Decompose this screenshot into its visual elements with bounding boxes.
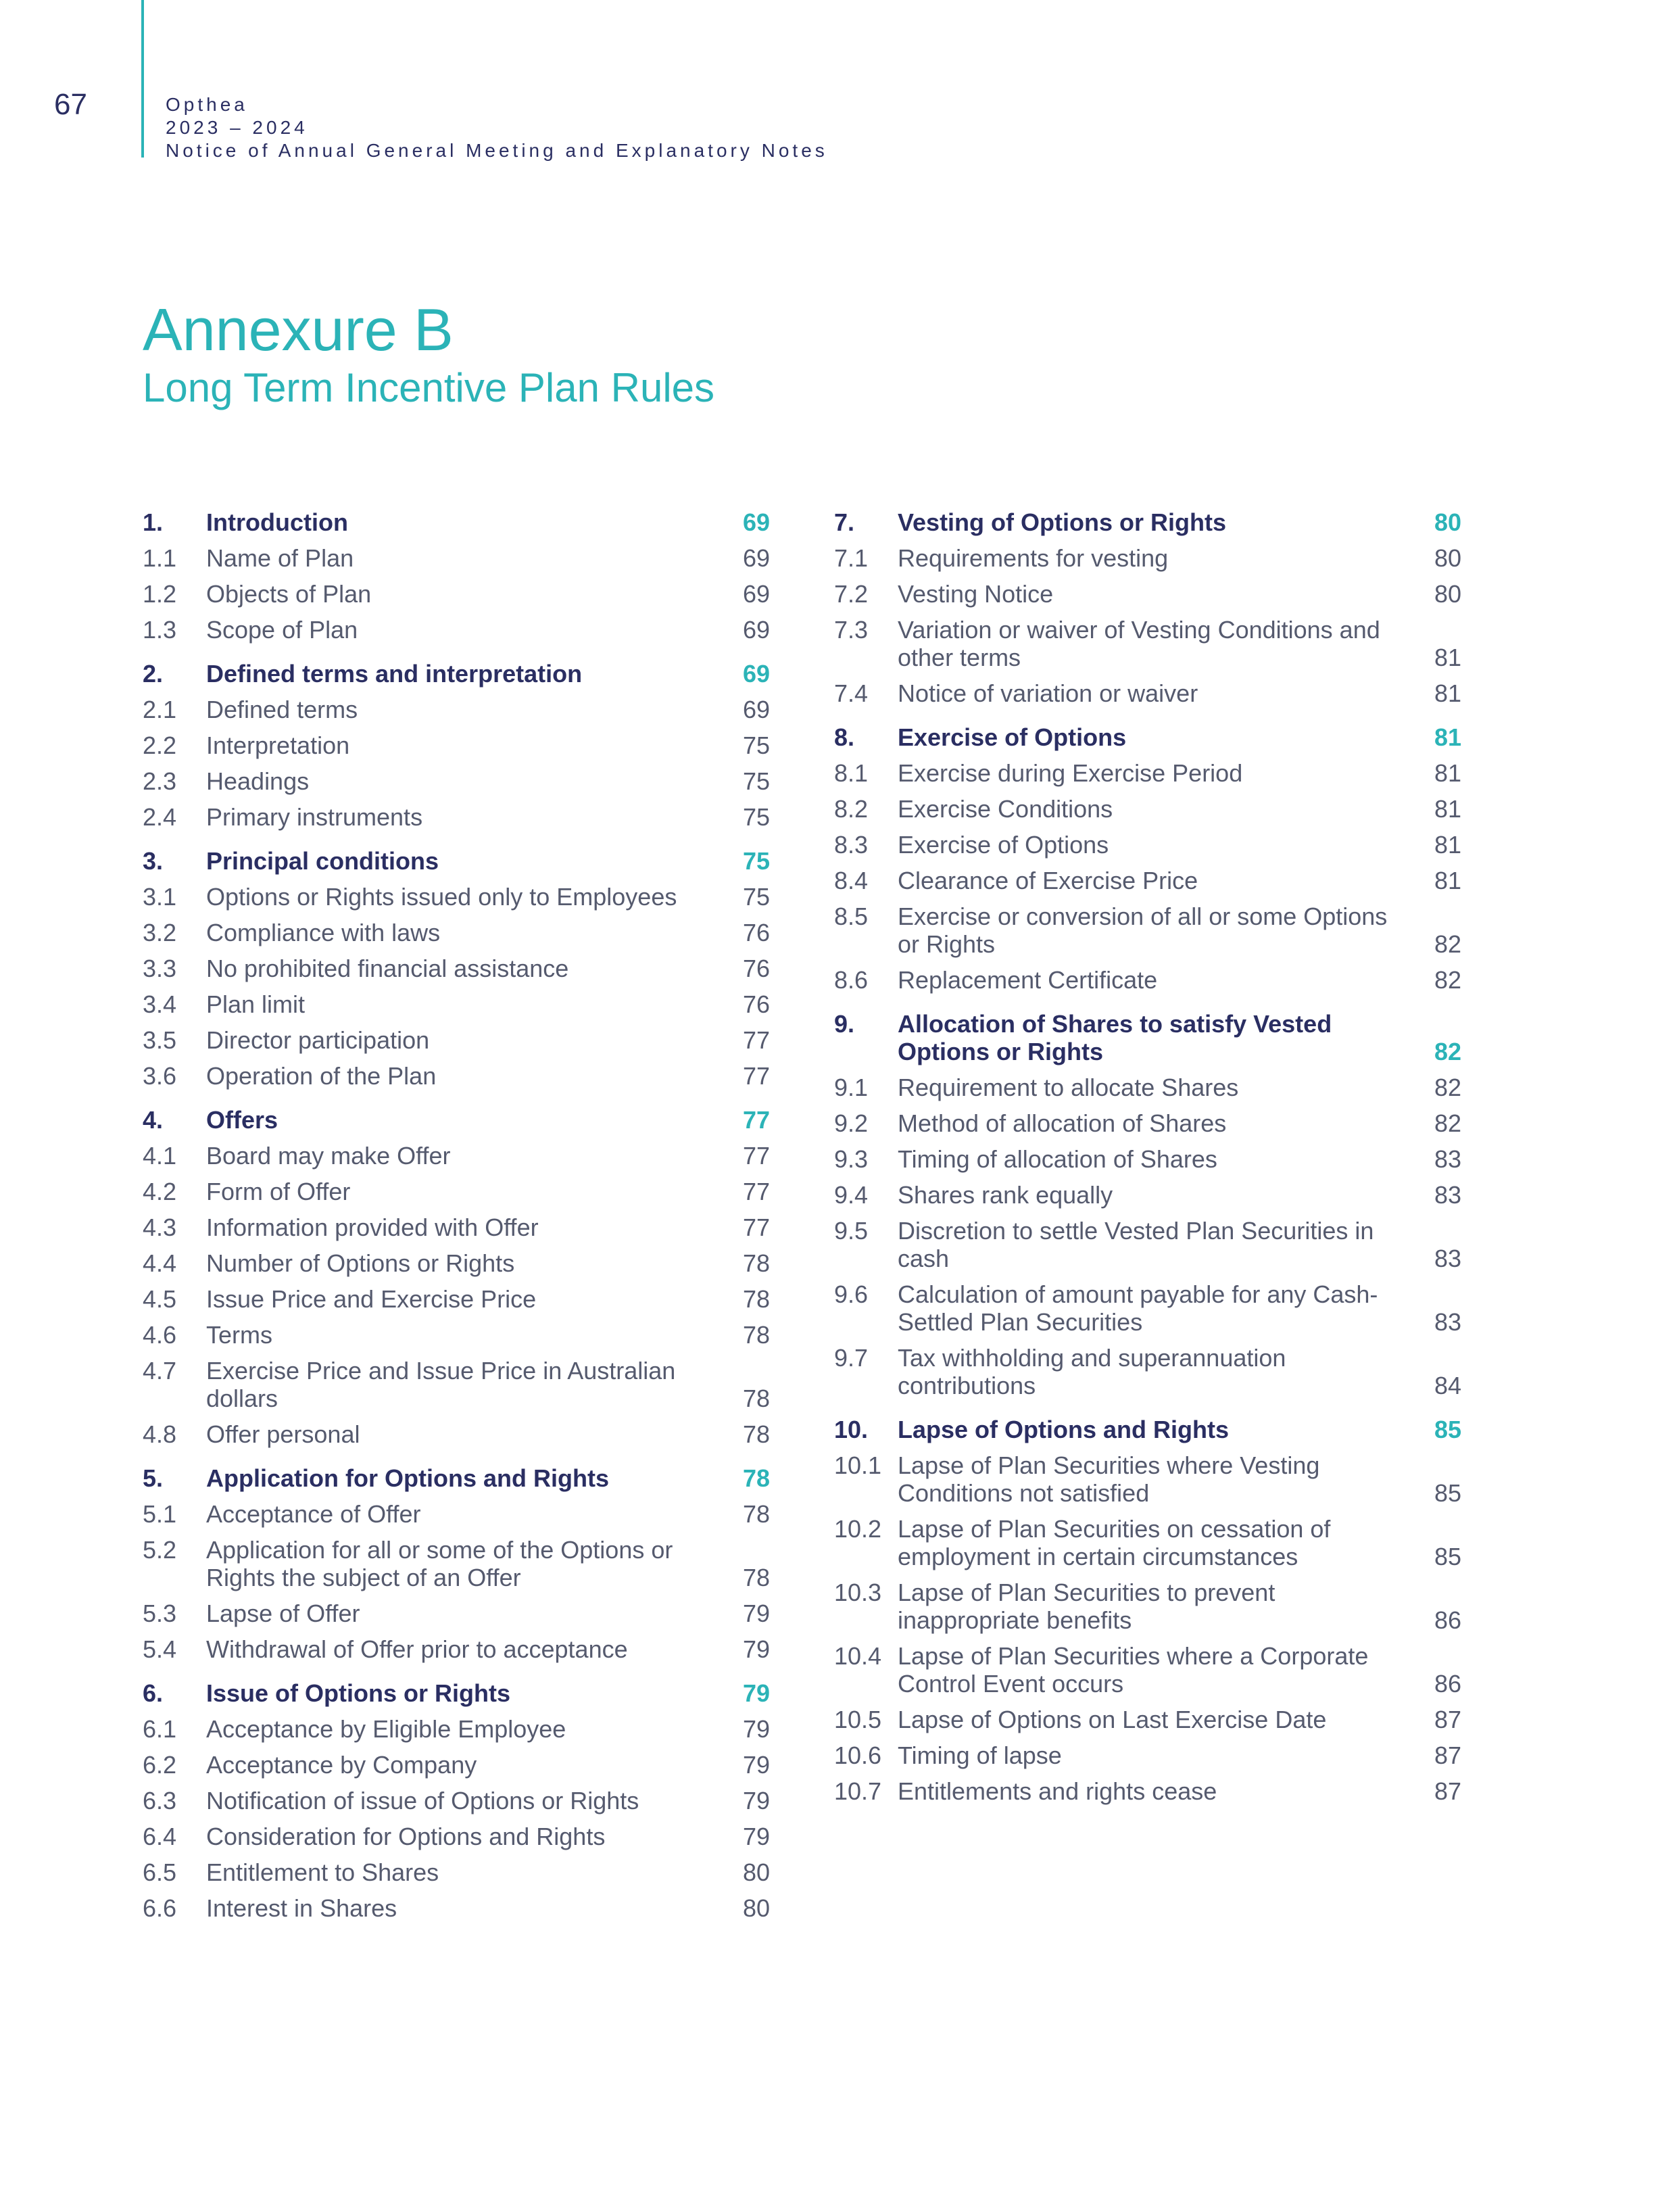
toc-entry-number: 4.2 — [143, 1178, 177, 1205]
report-years: 2023 – 2024 — [166, 117, 308, 138]
toc-entry-label: Consideration for Options and Rights — [206, 1823, 606, 1850]
toc-entry-label: Tax withholding and superannuation contributions — [898, 1344, 1286, 1399]
toc-entry-page: 80 — [742, 1858, 770, 1886]
toc-entry-label: Terms — [206, 1321, 272, 1349]
toc-right-column — [834, 508, 1461, 1821]
toc-entry-number: 6.5 — [143, 1858, 177, 1886]
toc-entry-page: 78 — [742, 1285, 770, 1313]
toc-entry-number: 5.1 — [143, 1500, 177, 1528]
toc-entry-number: 4.4 — [143, 1249, 177, 1277]
toc-entry-page: 83 — [1434, 1145, 1461, 1173]
toc-entry-label: Exercise Conditions — [898, 795, 1113, 823]
toc-entry-page: 83 — [1434, 1245, 1461, 1272]
toc-entry — [834, 679, 1461, 707]
toc-entry — [143, 767, 770, 795]
toc-entry-label: Lapse of Plan Securities on cessation of employment in certain circumstances — [898, 1515, 1331, 1570]
toc-entry — [834, 544, 1461, 572]
toc-entry-page: 77 — [742, 1142, 770, 1170]
toc-entry — [834, 966, 1461, 994]
toc-entry-number: 3.4 — [143, 990, 177, 1018]
toc-entry-label: Operation of the Plan — [206, 1062, 437, 1090]
toc-entry-page: 75 — [742, 847, 770, 875]
toc-entry-page: 83 — [1434, 1181, 1461, 1209]
toc-entry — [834, 1777, 1461, 1805]
toc-entry-label: Interpretation — [206, 731, 350, 759]
toc-entry — [834, 1074, 1461, 1101]
toc-section — [143, 1679, 770, 1922]
annexure-title: Annexure B — [143, 296, 454, 363]
toc-section — [143, 508, 770, 644]
toc-entry-page: 78 — [742, 1500, 770, 1528]
toc-entry-number: 4.7 — [143, 1357, 177, 1385]
toc-entry-number: 1. — [143, 508, 164, 536]
toc-entry-label: Headings — [206, 767, 310, 795]
toc-entry-page: 85 — [1434, 1543, 1461, 1570]
toc-entry-page: 85 — [1434, 1416, 1461, 1443]
toc-entry-label: Allocation of Shares to satisfy Vested Options or Rights — [898, 1010, 1332, 1065]
toc-entry-page: 79 — [742, 1715, 770, 1743]
toc-entry-number: 7.1 — [834, 544, 869, 572]
toc-entry-page: 75 — [742, 731, 770, 759]
toc-entry-number: 10.6 — [834, 1741, 882, 1769]
toc-entry-page: 69 — [742, 696, 770, 723]
toc-entry-label: Exercise or conversion of all or some Options or Rights — [898, 903, 1388, 958]
toc-entry — [143, 1420, 770, 1448]
toc-entry-number: 10.7 — [834, 1777, 882, 1805]
toc-entry-number: 1.1 — [143, 544, 177, 572]
toc-entry — [143, 1178, 770, 1205]
toc-entry-number: 6.3 — [143, 1787, 177, 1814]
toc-entry-number: 8.6 — [834, 966, 869, 994]
toc-entry-number: 9.5 — [834, 1217, 869, 1245]
toc-entry — [143, 1894, 770, 1922]
toc-entry-page: 79 — [742, 1600, 770, 1627]
toc-entry-label: Timing of allocation of Shares — [898, 1145, 1217, 1173]
toc-entry-number: 1.3 — [143, 616, 177, 644]
toc-entry-label: Acceptance by Company — [206, 1751, 477, 1779]
toc-entry-page: 76 — [742, 955, 770, 982]
toc-entry-label: Plan limit — [206, 990, 306, 1018]
toc-entry-label: Vesting Notice — [898, 580, 1054, 608]
toc-entry-number: 2.2 — [143, 731, 177, 759]
toc-entry — [143, 955, 770, 982]
toc-entry-label: Board may make Offer — [206, 1142, 451, 1170]
toc-entry — [143, 1062, 770, 1090]
toc-entry-label: Introduction — [206, 508, 348, 536]
toc-entry-number: 10.4 — [834, 1642, 882, 1670]
toc-entry — [143, 544, 770, 572]
toc-section-heading — [143, 1679, 770, 1707]
toc-entry-label: Replacement Certificate — [898, 966, 1158, 994]
toc-entry-number: 9.3 — [834, 1145, 869, 1173]
toc-entry — [143, 1026, 770, 1054]
toc-entry — [143, 1715, 770, 1743]
toc-entry-number: 3.3 — [143, 955, 177, 982]
toc-entry-number: 5.2 — [143, 1536, 177, 1564]
toc-entry — [834, 1579, 1461, 1634]
toc-entry-number: 2.1 — [143, 696, 177, 723]
toc-entry-number: 4. — [143, 1106, 164, 1134]
toc-entry — [143, 616, 770, 644]
toc-section-heading — [143, 1106, 770, 1134]
toc-entry — [834, 1706, 1461, 1733]
toc-entry-label: Issue Price and Exercise Price — [206, 1285, 537, 1313]
toc-entry-label: Application for Options and Rights — [206, 1464, 609, 1492]
toc-entry — [834, 1741, 1461, 1769]
toc-entry-page: 87 — [1434, 1706, 1461, 1733]
toc-entry-label: Exercise of Options — [898, 723, 1127, 751]
toc-entry-label: Lapse of Plan Securities to prevent inappropriate benefits — [898, 1579, 1275, 1634]
toc-entry — [834, 1642, 1461, 1698]
toc-entry-page: 82 — [1434, 1074, 1461, 1101]
toc-entry-label: Exercise Price and Issue Price in Australian dollars — [206, 1357, 676, 1412]
toc-entry-number: 9.7 — [834, 1344, 869, 1372]
toc-entry-page: 85 — [1434, 1479, 1461, 1507]
toc-section — [834, 508, 1461, 707]
annexure-subtitle: Long Term Incentive Plan Rules — [143, 365, 715, 410]
toc-entry-number: 1.2 — [143, 580, 177, 608]
toc-entry-page: 75 — [742, 767, 770, 795]
toc-entry-label: Primary instruments — [206, 803, 423, 831]
toc-entry-number: 5.3 — [143, 1600, 177, 1627]
toc-entry-page: 78 — [742, 1249, 770, 1277]
toc-entry-label: Exercise during Exercise Period — [898, 759, 1243, 787]
toc-section-heading — [834, 1010, 1461, 1065]
toc-entry-page: 77 — [742, 1178, 770, 1205]
toc-entry-page: 75 — [742, 883, 770, 911]
toc-entry-label: Discretion to settle Vested Plan Securities in cash — [898, 1217, 1374, 1272]
toc-entry-page: 87 — [1434, 1777, 1461, 1805]
toc-entry-page: 69 — [742, 660, 770, 688]
toc-entry-label: Entitlements and rights cease — [898, 1777, 1217, 1805]
toc-entry-label: Acceptance of Offer — [206, 1500, 421, 1528]
toc-left-column — [143, 508, 770, 1938]
toc-entry-label: Notification of issue of Options or Rights — [206, 1787, 639, 1814]
toc-entry-page: 75 — [742, 803, 770, 831]
header-rule — [141, 0, 144, 158]
toc-entry — [834, 1145, 1461, 1173]
toc-entry-page: 79 — [742, 1823, 770, 1850]
toc-entry-number: 9.6 — [834, 1280, 869, 1308]
toc-entry-number: 10.2 — [834, 1515, 882, 1543]
toc-entry-page: 82 — [1434, 930, 1461, 958]
toc-section-heading — [143, 660, 770, 688]
toc-entry-label: Objects of Plan — [206, 580, 372, 608]
toc-entry-page: 81 — [1434, 644, 1461, 671]
toc-entry-number: 3.6 — [143, 1062, 177, 1090]
toc-entry-page: 69 — [742, 616, 770, 644]
toc-section — [834, 1416, 1461, 1805]
toc-section — [143, 847, 770, 1090]
toc-entry-number: 4.8 — [143, 1420, 177, 1448]
toc-entry-label: Information provided with Offer — [206, 1213, 539, 1241]
toc-section — [143, 1464, 770, 1663]
toc-entry-page: 78 — [742, 1321, 770, 1349]
toc-section-heading — [143, 847, 770, 875]
toc-entry-page: 77 — [742, 1106, 770, 1134]
toc-entry-page: 81 — [1434, 831, 1461, 859]
toc-entry — [143, 731, 770, 759]
toc-entry-label: Exercise of Options — [898, 831, 1109, 859]
toc-entry-label: Compliance with laws — [206, 919, 441, 946]
toc-entry-page: 82 — [1434, 1109, 1461, 1137]
toc-entry-label: Clearance of Exercise Price — [898, 867, 1198, 894]
toc-entry-label: Lapse of Options on Last Exercise Date — [898, 1706, 1327, 1733]
toc-entry-number: 2. — [143, 660, 164, 688]
toc-entry-label: Timing of lapse — [898, 1741, 1062, 1769]
toc-entry-number: 10. — [834, 1416, 869, 1443]
toc-entry-label: Scope of Plan — [206, 616, 358, 644]
toc-entry-page: 86 — [1434, 1606, 1461, 1634]
toc-entry-label: Lapse of Plan Securities where a Corporate Control Event occurs — [898, 1642, 1369, 1698]
toc-entry-number: 7.2 — [834, 580, 869, 608]
toc-entry-page: 78 — [742, 1464, 770, 1492]
toc-entry-label: Name of Plan — [206, 544, 354, 572]
toc-entry-page: 76 — [742, 990, 770, 1018]
toc-entry-label: Withdrawal of Offer prior to acceptance — [206, 1635, 628, 1663]
toc-entry-label: Offers — [206, 1106, 278, 1134]
toc-section — [834, 723, 1461, 994]
toc-entry-label: Defined terms and interpretation — [206, 660, 583, 688]
toc-entry-number: 7.3 — [834, 616, 869, 644]
toc-entry — [143, 1285, 770, 1313]
toc-entry-number: 6.4 — [143, 1823, 177, 1850]
toc-entry-number: 8.3 — [834, 831, 869, 859]
toc-entry-number: 3.5 — [143, 1026, 177, 1054]
toc-entry-page: 82 — [1434, 966, 1461, 994]
toc-entry-page: 81 — [1434, 759, 1461, 787]
toc-entry-label: No prohibited financial assistance — [206, 955, 569, 982]
toc-entry-label: Offer personal — [206, 1420, 360, 1448]
toc-entry-number: 6. — [143, 1679, 164, 1707]
toc-entry-number: 9.4 — [834, 1181, 869, 1209]
toc-entry-label: Number of Options or Rights — [206, 1249, 515, 1277]
toc-entry — [143, 990, 770, 1018]
toc-entry-number: 6.2 — [143, 1751, 177, 1779]
toc-entry-number: 9. — [834, 1010, 855, 1038]
toc-entry-number: 4.1 — [143, 1142, 177, 1170]
toc-entry-number: 7.4 — [834, 679, 869, 707]
toc-entry-number: 9.2 — [834, 1109, 869, 1137]
toc-entry — [143, 919, 770, 946]
toc-entry — [143, 883, 770, 911]
toc-entry-label: Acceptance by Eligible Employee — [206, 1715, 566, 1743]
toc-entry-page: 78 — [742, 1385, 770, 1412]
toc-entry-number: 7. — [834, 508, 855, 536]
toc-entry-label: Options or Rights issued only to Employees — [206, 883, 677, 911]
toc-section-heading — [834, 1416, 1461, 1443]
toc-entry-page: 86 — [1434, 1670, 1461, 1698]
toc-entry — [143, 1787, 770, 1814]
toc-entry-page: 79 — [742, 1787, 770, 1814]
toc-entry-page: 77 — [742, 1213, 770, 1241]
toc-entry-page: 77 — [742, 1062, 770, 1090]
toc-entry-page: 78 — [742, 1564, 770, 1591]
toc-section — [834, 1010, 1461, 1399]
toc-entry — [834, 580, 1461, 608]
toc-entry-label: Calculation of amount payable for any Cash-Settled Plan Securities — [898, 1280, 1378, 1336]
toc-entry-number: 8.5 — [834, 903, 869, 930]
toc-entry-number: 5.4 — [143, 1635, 177, 1663]
toc-entry-label: Entitlement to Shares — [206, 1858, 439, 1886]
toc-entry — [834, 795, 1461, 823]
toc-entry-label: Interest in Shares — [206, 1894, 397, 1922]
toc-entry-label: Requirements for vesting — [898, 544, 1169, 572]
toc-entry-page: 81 — [1434, 867, 1461, 894]
toc-entry — [834, 903, 1461, 958]
toc-entry — [143, 580, 770, 608]
toc-entry — [143, 1500, 770, 1528]
toc-section-heading — [143, 508, 770, 536]
toc-entry-page: 81 — [1434, 795, 1461, 823]
toc-entry — [143, 1536, 770, 1591]
toc-entry-label: Requirement to allocate Shares — [898, 1074, 1239, 1101]
toc-entry-page: 80 — [1434, 580, 1461, 608]
toc-entry-number: 3. — [143, 847, 164, 875]
toc-entry-page: 80 — [742, 1894, 770, 1922]
toc-entry-number: 10.5 — [834, 1706, 882, 1733]
toc-entry — [143, 1858, 770, 1886]
toc-entry-label: Director participation — [206, 1026, 430, 1054]
toc-entry — [143, 1249, 770, 1277]
toc-entry — [834, 1181, 1461, 1209]
document-title: Notice of Annual General Meeting and Explanatory Notes — [166, 140, 828, 161]
toc-entry — [143, 1321, 770, 1349]
toc-entry-label: Lapse of Plan Securities where Vesting Conditions not satisfied — [898, 1451, 1320, 1507]
toc-entry-page: 78 — [742, 1420, 770, 1448]
page-number: 67 — [54, 88, 87, 121]
company-name: Opthea — [166, 94, 248, 115]
running-header — [166, 93, 828, 162]
toc-entry-number: 8. — [834, 723, 855, 751]
toc-entry — [834, 1217, 1461, 1272]
toc-entry-page: 69 — [742, 508, 770, 536]
toc-entry-page: 76 — [742, 919, 770, 946]
toc-entry — [834, 1451, 1461, 1507]
toc-entry-label: Issue of Options or Rights — [206, 1679, 511, 1707]
toc-entry — [834, 831, 1461, 859]
toc-entry-number: 9.1 — [834, 1074, 869, 1101]
toc-entry-number: 3.2 — [143, 919, 177, 946]
toc-entry-page: 77 — [742, 1026, 770, 1054]
toc-entry-number: 5. — [143, 1464, 164, 1492]
toc-entry-number: 4.6 — [143, 1321, 177, 1349]
toc-entry — [143, 803, 770, 831]
toc-entry-number: 6.1 — [143, 1715, 177, 1743]
toc-entry-page: 87 — [1434, 1741, 1461, 1769]
toc-entry — [834, 1109, 1461, 1137]
toc-entry — [834, 1515, 1461, 1570]
toc-entry — [143, 1357, 770, 1412]
toc-entry-number: 2.4 — [143, 803, 177, 831]
toc-entry-label: Vesting of Options or Rights — [898, 508, 1226, 536]
toc-entry-label: Method of allocation of Shares — [898, 1109, 1227, 1137]
toc-section-heading — [143, 1464, 770, 1492]
toc-entry-label: Lapse of Options and Rights — [898, 1416, 1230, 1443]
toc-entry-number: 10.3 — [834, 1579, 882, 1606]
toc-section-heading — [834, 723, 1461, 751]
toc-entry-page: 80 — [1434, 508, 1461, 536]
toc-entry-page: 80 — [1434, 544, 1461, 572]
toc-entry — [834, 1280, 1461, 1336]
toc-entry-page: 79 — [742, 1679, 770, 1707]
toc-section — [143, 660, 770, 831]
toc-entry-label: Defined terms — [206, 696, 358, 723]
toc-entry — [143, 1751, 770, 1779]
toc-entry-number: 10.1 — [834, 1451, 882, 1479]
toc-entry-page: 81 — [1434, 679, 1461, 707]
toc-entry — [143, 1600, 770, 1627]
toc-entry — [143, 1635, 770, 1663]
toc-entry-page: 81 — [1434, 723, 1461, 751]
toc-entry-number: 4.3 — [143, 1213, 177, 1241]
toc-entry — [834, 616, 1461, 671]
toc-entry — [834, 867, 1461, 894]
toc-entry-number: 2.3 — [143, 767, 177, 795]
toc-entry — [143, 1213, 770, 1241]
toc-entry-page: 82 — [1434, 1038, 1461, 1065]
toc-entry — [143, 1823, 770, 1850]
toc-entry — [143, 696, 770, 723]
toc-entry-page: 69 — [742, 544, 770, 572]
toc-entry-number: 8.4 — [834, 867, 869, 894]
toc-entry — [834, 759, 1461, 787]
toc-entry — [143, 1142, 770, 1170]
toc-entry-page: 69 — [742, 580, 770, 608]
toc-entry-label: Shares rank equally — [898, 1181, 1113, 1209]
toc-entry-page: 83 — [1434, 1308, 1461, 1336]
toc-entry-page: 79 — [742, 1751, 770, 1779]
toc-entry-label: Lapse of Offer — [206, 1600, 360, 1627]
toc-entry-label: Variation or waiver of Vesting Conditions and other terms — [898, 616, 1380, 671]
toc-entry-number: 3.1 — [143, 883, 177, 911]
toc-entry-page: 79 — [742, 1635, 770, 1663]
toc-entry-number: 6.6 — [143, 1894, 177, 1922]
toc-entry-number: 4.5 — [143, 1285, 177, 1313]
toc-entry-label: Notice of variation or waiver — [898, 679, 1198, 707]
toc-section — [143, 1106, 770, 1448]
toc-entry-label: Principal conditions — [206, 847, 439, 875]
toc-entry-label: Form of Offer — [206, 1178, 351, 1205]
toc-entry-number: 8.2 — [834, 795, 869, 823]
toc-entry-page: 84 — [1434, 1372, 1461, 1399]
toc-entry — [834, 1344, 1461, 1399]
toc-entry-number: 8.1 — [834, 759, 869, 787]
toc-entry-label: Application for all or some of the Options or Rights the subject of an Offer — [206, 1536, 673, 1591]
toc-section-heading — [834, 508, 1461, 536]
